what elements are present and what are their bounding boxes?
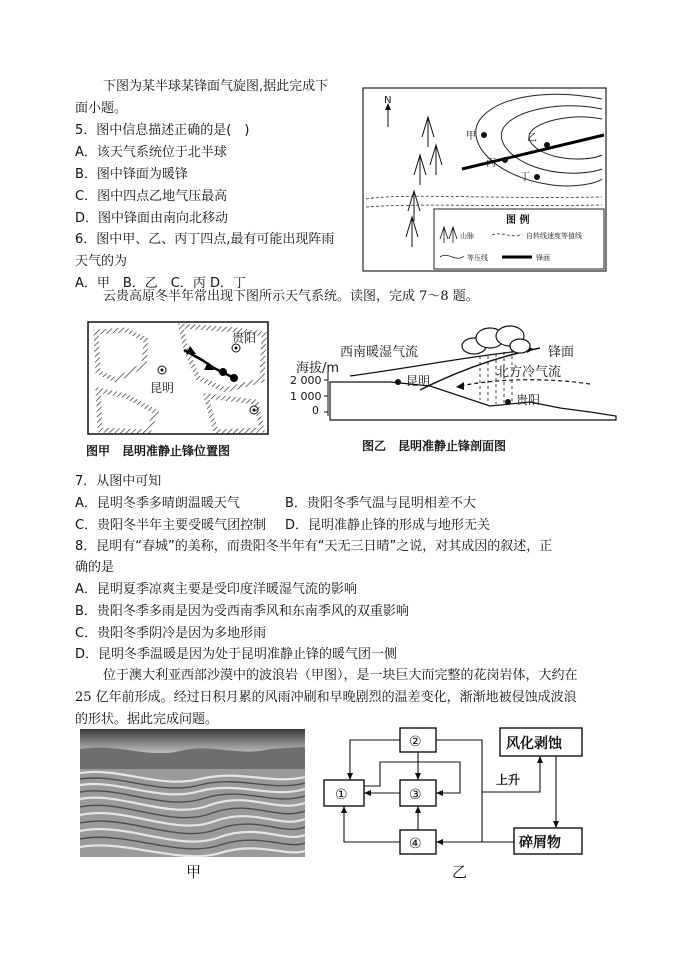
point-ding bbox=[534, 174, 540, 180]
q5-option-d: D．图中锋面由南向北移动 bbox=[75, 211, 229, 226]
debris-label: 碎屑物 bbox=[519, 835, 561, 851]
q5-option-b: B．图中锋面为暖锋 bbox=[75, 167, 188, 182]
city-guiyang-label: 贵阳 bbox=[232, 331, 257, 345]
wave-rock-photo bbox=[80, 729, 305, 857]
q7-option-c: C．贵阳冬半年主要受暖气团控制 bbox=[75, 518, 267, 533]
q8-option-d: D．昆明冬季温暖是因为处于昆明准静止锋的暖气团一侧 bbox=[75, 647, 398, 662]
profile-guiyang-label: 贵阳 bbox=[516, 393, 541, 407]
question-8-stem: 8．昆明有“春城”的美称，而贵阳冬半年有“天无三日晴”之说，对其成因的叙述，正 bbox=[75, 539, 553, 554]
svg-text:1 000: 1 000 bbox=[290, 390, 322, 403]
cloud-icon bbox=[462, 326, 530, 354]
q7-option-b: B．贵阳冬季气温与昆明相差不大 bbox=[285, 496, 476, 511]
wave-rock-intro-line1: 位于澳大利亚西部沙漠中的波浪岩（甲图），是一块巨大而完整的花岗岩体，大约在 bbox=[103, 668, 578, 683]
figure-jia-front-location-map bbox=[86, 320, 276, 460]
q7-option-d: D．昆明准静止锋的形成与地形无关 bbox=[285, 518, 491, 533]
svg-text:②: ② bbox=[409, 734, 422, 750]
terrain-profile bbox=[330, 382, 616, 420]
q6-options: A．甲 B．乙 C．丙 D．丁 bbox=[75, 276, 247, 291]
q5-intro-line2: 面小题。 bbox=[75, 101, 128, 116]
front-label: 锋面 bbox=[548, 345, 575, 360]
photo-label-jia: 甲 bbox=[186, 863, 202, 881]
point-jia bbox=[481, 132, 487, 138]
cyclone-front-map bbox=[362, 87, 607, 272]
svg-text:2 000: 2 000 bbox=[290, 374, 322, 387]
q5-intro-line1: 下图为某半球某锋面气旋图,据此完成下 bbox=[103, 79, 329, 94]
svg-text:乙: 乙 bbox=[527, 133, 537, 144]
rock-cycle-diagram bbox=[320, 722, 590, 862]
q7-8-intro: 云贵高原冬半年常出现下图所示天气系统。读图，完成 7～8 题。 bbox=[103, 289, 479, 304]
svg-text:等压线: 等压线 bbox=[467, 254, 488, 262]
point-yi bbox=[544, 142, 550, 148]
sw-flow-label: 西南暖湿气流 bbox=[340, 345, 419, 360]
figure-yi-front-profile bbox=[290, 320, 620, 460]
profile-kunming-label: 昆明 bbox=[406, 374, 431, 388]
question-7-stem: 7．从图中可知 bbox=[75, 474, 162, 489]
uplift-label: 上升 bbox=[496, 773, 521, 787]
question-8-stem-cont: 确的是 bbox=[75, 560, 115, 575]
svg-text:锋面: 锋面 bbox=[536, 254, 550, 262]
svg-text:山脉: 山脉 bbox=[460, 232, 474, 240]
q8-option-c: C．贵阳冬季阴冷是因为多地形雨 bbox=[75, 626, 267, 641]
svg-text:③: ③ bbox=[409, 787, 422, 803]
svg-text:丙: 丙 bbox=[486, 158, 496, 169]
figure-jia-caption: 图甲 昆明准静止锋位置图 bbox=[86, 444, 231, 458]
diagram-label-yi: 乙 bbox=[452, 863, 468, 881]
q5-option-c: C．图中四点乙地气压最高 bbox=[75, 189, 228, 204]
svg-text:④: ④ bbox=[409, 836, 422, 852]
city-kunming-label: 昆明 bbox=[150, 381, 175, 395]
point-bing bbox=[502, 157, 508, 163]
q5-option-a: A．该天气系统位于北半球 bbox=[75, 145, 227, 160]
north-flow-label: 北方冷气流 bbox=[496, 365, 562, 380]
svg-text:甲: 甲 bbox=[466, 131, 476, 142]
altitude-axis-label: 海拔/m bbox=[296, 361, 340, 376]
question-5-stem: 5．图中信息描述正确的是( ) bbox=[75, 123, 250, 138]
question-6-stem: 6．图中甲、乙、丙丁四点,最有可能出现阵雨 bbox=[75, 232, 335, 247]
wave-rock-intro-line3: 的形状。据此完成问题。 bbox=[75, 712, 219, 727]
wave-rock-intro-line2: 25 亿年前形成。经过日积月累的风雨冲刷和早晚剧烈的温差变化，渐渐地被侵蚀成波浪 bbox=[75, 690, 577, 705]
north-label: N bbox=[384, 95, 392, 106]
svg-text:自转线速度等值线: 自转线速度等值线 bbox=[526, 232, 582, 240]
svg-text:0: 0 bbox=[312, 404, 319, 417]
svg-text:图 例: 图 例 bbox=[506, 215, 530, 226]
q8-option-a: A．昆明夏季凉爽主要是受印度洋暖湿气流的影响 bbox=[75, 582, 357, 597]
svg-text:①: ① bbox=[335, 787, 348, 803]
weathering-label: 风化剥蚀 bbox=[506, 736, 562, 752]
q8-option-b: B．贵阳冬季多雨是因为受西南季风和东南季风的双重影响 bbox=[75, 604, 409, 619]
q7-option-a: A．昆明冬季多晴朗温暖天气 bbox=[75, 496, 240, 511]
question-6-stem-cont: 天气的为 bbox=[75, 254, 128, 269]
svg-text:丁: 丁 bbox=[520, 172, 530, 183]
figure-yi-caption: 图乙 昆明准静止锋剖面图 bbox=[362, 439, 507, 453]
